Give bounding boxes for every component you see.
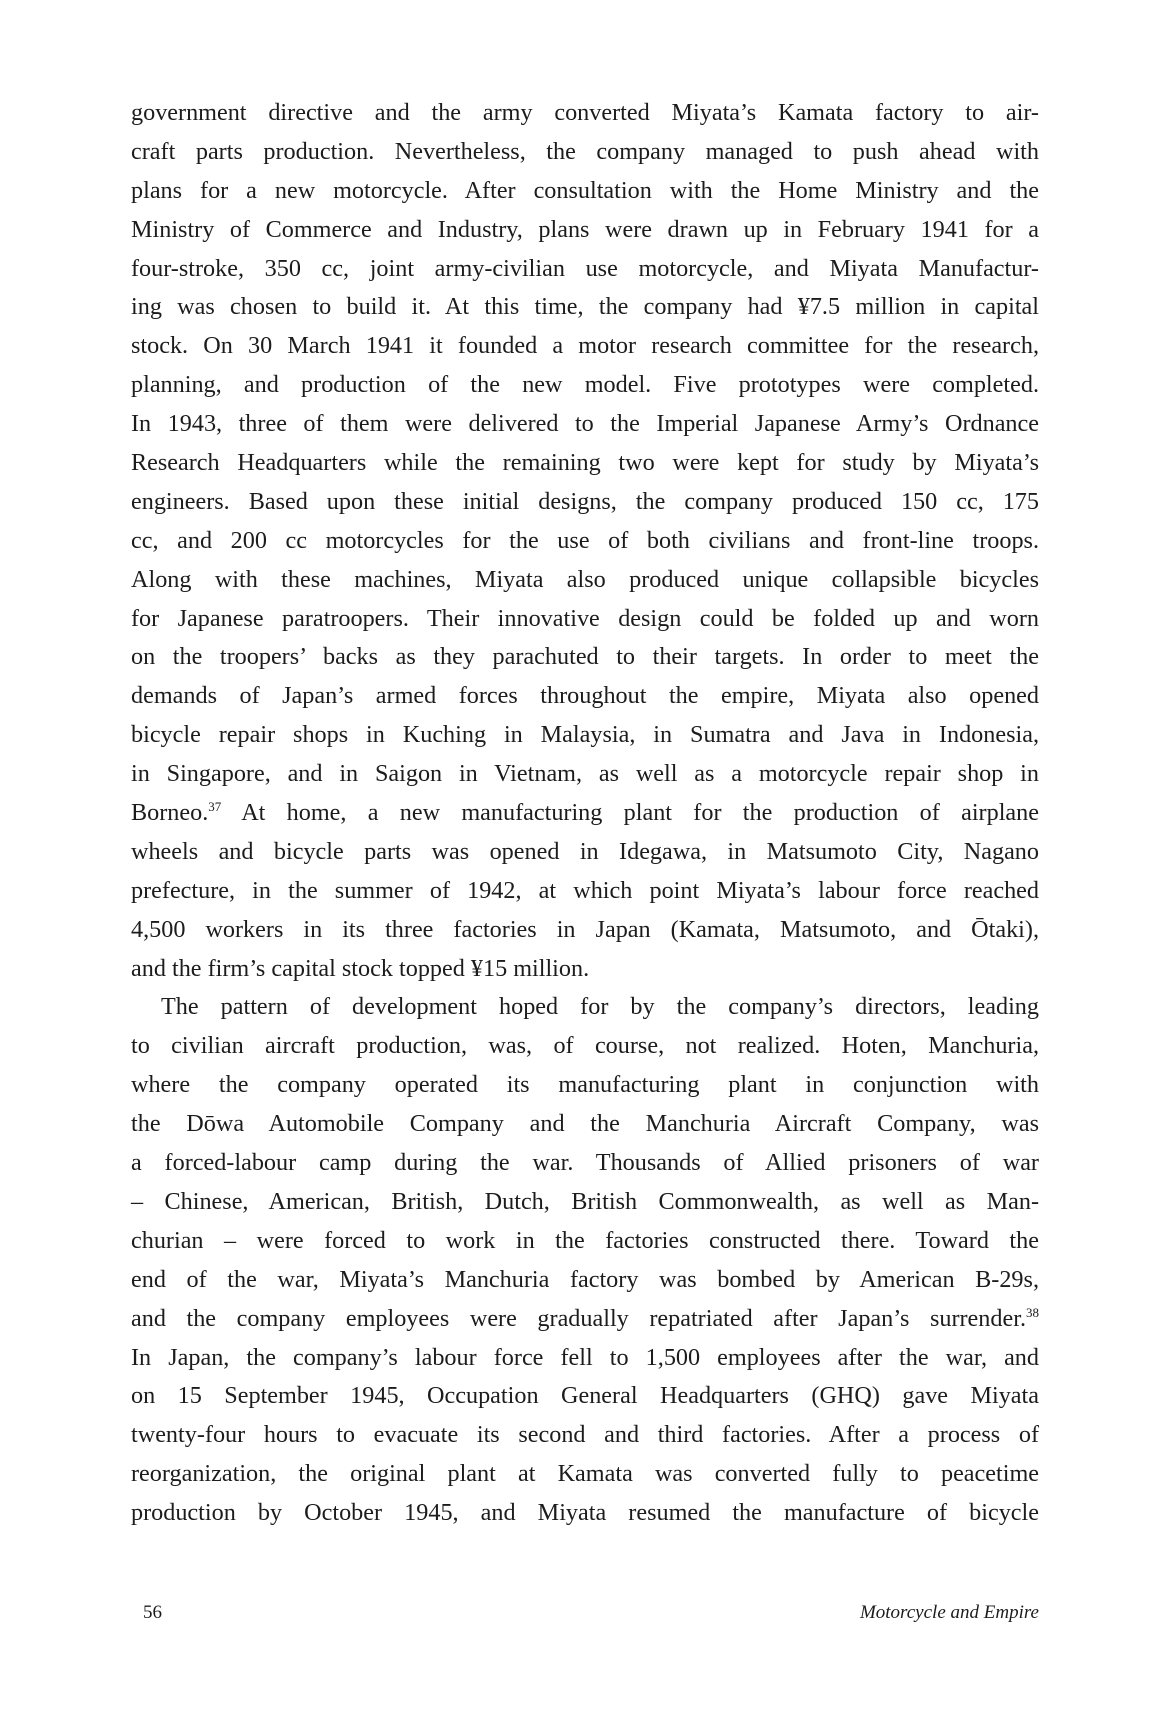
text-line: production by October 1945, and Miyata resumed the manufacture of bicycle — [131, 1499, 1039, 1527]
footnote-marker-38[interactable]: 38 — [1026, 1304, 1039, 1320]
text-line: – Chinese, American, British, Dutch, British Commonwealth, as well as Man- — [131, 1187, 1039, 1215]
text-line: bicycle repair shops in Kuching in Malaysia, in Sumatra and Java in Indonesia, — [131, 721, 1039, 749]
text-line: in Singapore, and in Saigon in Vietnam, as well as a motorcycle repair shop in — [131, 760, 1039, 788]
text-line: churian – were forced to work in the factories constructed there. Toward the — [131, 1226, 1039, 1254]
text-line: government directive and the army converted Miyata’s Kamata factory to air- — [131, 99, 1039, 126]
text-line: Along with these machines, Miyata also produced unique collapsible bicycles — [131, 565, 1039, 593]
text-line: stock. On 30 March 1941 it founded a motor research committee for the research, — [131, 332, 1039, 360]
text-line: on the troopers’ backs as they parachuted to their targets. In order to meet the — [131, 643, 1039, 671]
text-segment: and the company employees were gradually repatriated after Japan’s surrender. — [131, 1304, 1026, 1332]
body-text — [131, 94, 1039, 1533]
text-line: demands of Japan’s armed forces throughout the empire, Miyata also opened — [131, 682, 1039, 710]
text-line: four-stroke, 350 cc, joint army-civilian use motorcycle, and Miyata Manufactur- — [131, 254, 1039, 282]
running-title: Motorcycle and Empire — [859, 1602, 1039, 1623]
text-line: a forced-labour camp during the war. Thousands of Allied prisoners of war — [131, 1149, 1039, 1177]
text-line: Ministry of Commerce and Industry, plans were drawn up in February 1941 for a — [131, 215, 1039, 243]
text-line: engineers. Based upon these initial designs, the company produced 150 cc, 175 — [131, 487, 1039, 515]
footnote-marker-37[interactable]: 37 — [208, 799, 222, 815]
page-number: 56 — [143, 1602, 162, 1623]
text-line: ing was chosen to build it. At this time, the company had ¥7.5 million in capital — [131, 293, 1039, 321]
text-line: reorganization, the original plant at Kamata was converted fully to peacetime — [131, 1460, 1039, 1488]
text-line: craft parts production. Nevertheless, the company managed to push ahead with — [131, 137, 1039, 165]
text-line: for Japanese paratroopers. Their innovative design could be folded up and worn — [131, 604, 1039, 632]
page-footer — [131, 1602, 1039, 1632]
text-line: where the company operated its manufacturing plant in conjunction with — [131, 1071, 1039, 1099]
text-line-with-footnote — [131, 1300, 1039, 1339]
text-line: the Dōwa Automobile Company and the Manchuria Aircraft Company, was — [131, 1110, 1039, 1138]
text-line: to civilian aircraft production, was, of course, not realized. Hoten, Manchuria, — [131, 1032, 1039, 1060]
text-line: wheels and bicycle parts was opened in Idegawa, in Matsumoto City, Nagano — [131, 837, 1039, 865]
text-line: and the firm’s capital stock topped ¥15 million. — [131, 954, 590, 982]
text-line: twenty-four hours to evacuate its second and third factories. After a process of — [131, 1421, 1039, 1449]
paragraph-first-line: The pattern of development hoped for by the company’s directors, leading — [161, 993, 1039, 1021]
text-line: In 1943, three of them were delivered to the Imperial Japanese Army’s Ordnance — [131, 410, 1039, 438]
text-line: In Japan, the company’s labour force fell to 1,500 employees after the war, and — [131, 1343, 1039, 1371]
text-segment: At home, a new manufacturing plant for the production of airplane — [241, 799, 1039, 827]
text-line-with-footnote — [131, 794, 1039, 833]
text-line: planning, and production of the new model. Five prototypes were completed. — [131, 371, 1039, 399]
text-line: Research Headquarters while the remaining two were kept for study by Miyata’s — [131, 449, 1039, 477]
text-line: cc, and 200 cc motorcycles for the use of both civilians and front-line troops. — [131, 526, 1039, 554]
text-line: 4,500 workers in its three factories in Japan (Kamata, Matsumoto, and Ōtaki), — [131, 915, 1039, 943]
text-line: plans for a new motorcycle. After consultation with the Home Ministry and the — [131, 176, 1039, 204]
text-line: on 15 September 1945, Occupation General Headquarters (GHQ) gave Miyata — [131, 1382, 1039, 1410]
text-line: prefecture, in the summer of 1942, at which point Miyata’s labour force reached — [131, 876, 1039, 904]
text-line: end of the war, Miyata’s Manchuria factory was bombed by American B-29s, — [131, 1265, 1039, 1293]
text-segment: Borneo. — [131, 799, 209, 827]
